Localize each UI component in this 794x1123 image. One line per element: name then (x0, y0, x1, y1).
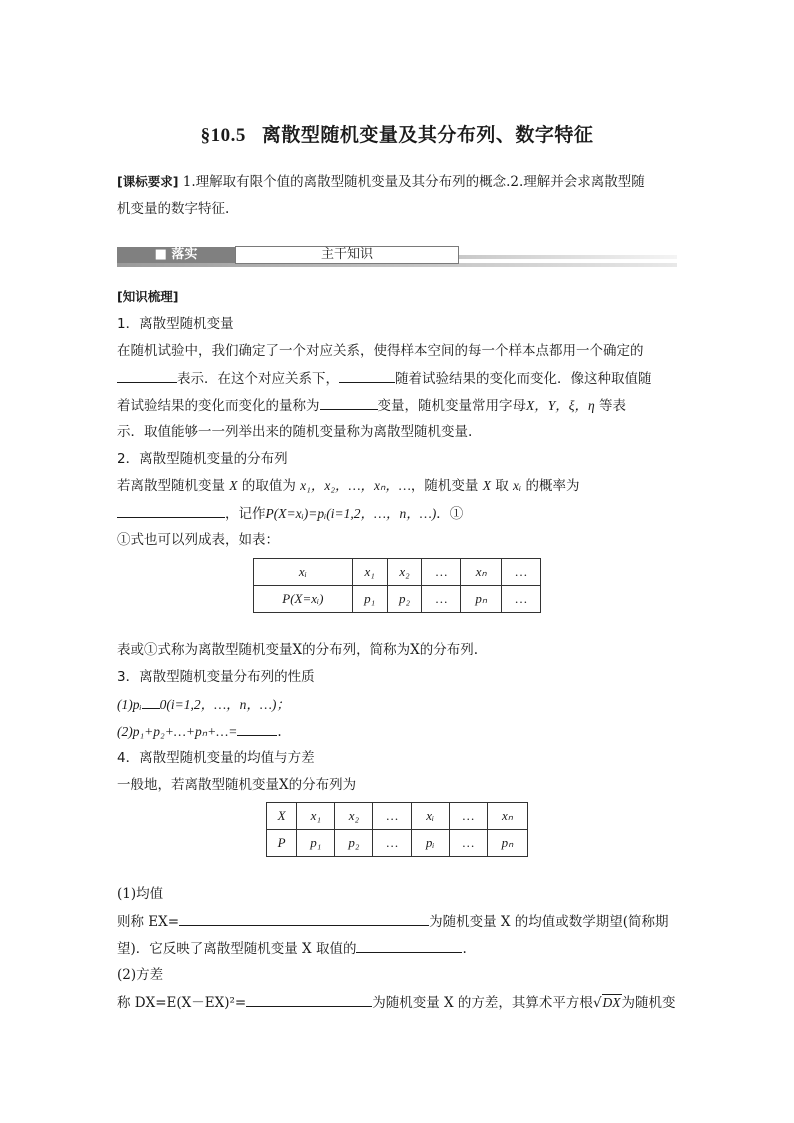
mean-text-1a: 则称 EX= (117, 914, 180, 930)
para1-text-3b: 变量，随机变量常用字母 (377, 398, 526, 414)
table1-cell: pₙ (461, 586, 502, 613)
banner-left: ■ 落实 (117, 247, 235, 263)
blank-3[interactable] (320, 395, 378, 410)
section-number: §10.5 (200, 125, 246, 146)
heading-2: 2．离散型随机变量的分布列 (117, 451, 288, 467)
table2-row-2 (267, 830, 528, 857)
table2-cell: pₙ (487, 830, 527, 857)
para1-text-3d: 等表 (594, 398, 627, 414)
page-title (0, 120, 794, 147)
blank-1[interactable] (117, 368, 177, 383)
heading-1: 1．离散型随机变量 (117, 316, 234, 332)
table1-cell: xᵢ (254, 559, 353, 586)
mean-text-2a: 望)．它反映了离散型随机变量 X 取值的 (117, 941, 357, 957)
table1-cell: … (502, 586, 541, 613)
requirements-label: [课标要求] (117, 174, 179, 189)
table2-cell: … (373, 803, 411, 830)
table1-row-2 (254, 586, 541, 613)
table1-cell: P(X=xᵢ) (254, 586, 353, 613)
para2-xi: xᵢ (513, 478, 522, 493)
property-1a: (1)pᵢ (117, 697, 142, 712)
table2-cell: xᵢ (411, 803, 449, 830)
blank-6[interactable] (237, 721, 277, 736)
table2-row-1 (267, 803, 528, 830)
blank-2[interactable] (339, 368, 395, 383)
mean-heading: (1)均值 (117, 886, 164, 902)
table1-cell: xₙ (461, 559, 502, 586)
para2-text-1a: 若离散型随机变量 (117, 478, 225, 494)
property-2a: (2)p₁+p₂+…+pₙ+…= (117, 724, 238, 739)
para2-text-1g: 取 (495, 478, 509, 494)
mean-text-1b: 为随机变量 X 的均值或数学期望(简称期 (429, 914, 669, 930)
table2-cell: xₙ (487, 803, 527, 830)
variance-text-1a: 称 DX=E(X－EX)²= (117, 995, 247, 1011)
mean-line-1 (117, 911, 677, 932)
table1-cell: x₂ (387, 559, 422, 586)
mean-line-2 (117, 938, 677, 959)
property-2 (117, 721, 677, 742)
para2-var-x2: X (482, 478, 491, 493)
para2-text-1i: 的概率为 (525, 478, 580, 494)
para2-text-1c: 的取值为 (241, 478, 296, 494)
table2-cell: x₁ (297, 803, 335, 830)
table1-cell: … (422, 586, 461, 613)
table2-cell: X (267, 803, 297, 830)
section-banner (117, 244, 677, 266)
blank-8[interactable] (356, 938, 462, 953)
heading-3: 3．离散型随机变量分布列的性质 (117, 669, 315, 685)
para1-text-2a: 表示．在这个对应关系下， (177, 371, 339, 387)
table1-row-1 (254, 559, 541, 586)
table2-cell: P (267, 830, 297, 857)
para2-after: 表或①式称为离散型随机变量X的分布列，简称为X的分布列. (117, 642, 479, 658)
sqrt-sign-icon: √ (592, 995, 602, 1011)
table2-cell: … (449, 803, 487, 830)
blank-5[interactable] (142, 694, 160, 709)
para1-vars: X，Y，ξ，η (526, 398, 595, 413)
sqrt-content: DX (602, 995, 621, 1010)
table2-cell: … (449, 830, 487, 857)
variance-text-1b: 为随机变量 X 的方差，其算术平方根 (372, 995, 593, 1011)
property-1b: 0(i=1,2，…，n，…)； (159, 697, 290, 712)
para1-line-2 (117, 368, 677, 389)
para2-text-2c: ．① (436, 506, 464, 522)
para2-formula: P(X=xᵢ)=pᵢ(i=1,2，…，n，…) (265, 506, 437, 521)
para1-line-4: 示．取值能够一一列举出来的随机变量称为离散型随机变量. (117, 424, 473, 440)
para2-values: x₁，x₂，…，xₙ，… (300, 478, 411, 493)
blank-7[interactable] (179, 911, 429, 926)
table2-cell: pᵢ (411, 830, 449, 857)
distribution-table-2 (266, 802, 528, 857)
para4: 一般地，若离散型随机变量X的分布列为 (117, 777, 357, 793)
variance-text-1d: 为随机变 (621, 995, 676, 1011)
requirements-line-2: 机变量的数字特征. (117, 201, 230, 217)
para2-text-2a: ，记作 (225, 506, 266, 522)
property-1 (117, 694, 677, 715)
table2-cell: x₂ (335, 803, 373, 830)
table2-cell: … (373, 830, 411, 857)
variance-heading: (2)方差 (117, 967, 164, 983)
para1-text-3a: 着试验结果的变化而变化的量称为 (117, 398, 320, 414)
para1-line-1: 在随机试验中，我们确定了一个对应关系，使得样本空间的每一个样本点都用一个确定的 (117, 343, 644, 359)
variance-line-1 (117, 992, 677, 1013)
blank-4[interactable] (117, 503, 225, 518)
para1-line-3 (117, 395, 677, 416)
table1-cell: p₁ (352, 586, 387, 613)
table2-cell: p₂ (335, 830, 373, 857)
distribution-table-1 (253, 558, 541, 613)
requirements-text-1: 1.理解取有限个值的离散型随机变量及其分布列的概念.2.理解并会求离散型随 (182, 174, 645, 190)
heading-4: 4．离散型随机变量的均值与方差 (117, 750, 315, 766)
para2-line-2 (117, 503, 677, 524)
banner-right: 主干知识 (235, 246, 459, 264)
blank-9[interactable] (246, 992, 372, 1007)
para2-line-3: ①式也可以列成表，如表： (117, 532, 279, 548)
title-text: 离散型随机变量及其分布列、数字特征 (261, 124, 594, 146)
para2-text-1e: ，随机变量 (410, 478, 479, 494)
property-2b: . (277, 724, 282, 740)
para2-var-x: X (229, 478, 238, 493)
mean-text-2b: . (462, 941, 467, 957)
requirements-line-1 (117, 172, 677, 192)
table1-cell: … (502, 559, 541, 586)
table2-cell: p₁ (297, 830, 335, 857)
table1-cell: x₁ (352, 559, 387, 586)
banner-fade (459, 255, 677, 259)
para1-text-2b: 随着试验结果的变化而变化．像这种取值随 (395, 371, 652, 387)
table1-cell: … (422, 559, 461, 586)
table1-cell: p₂ (387, 586, 422, 613)
para2-line-1 (117, 476, 677, 496)
knowledge-label: [知识梳理] (117, 289, 179, 304)
